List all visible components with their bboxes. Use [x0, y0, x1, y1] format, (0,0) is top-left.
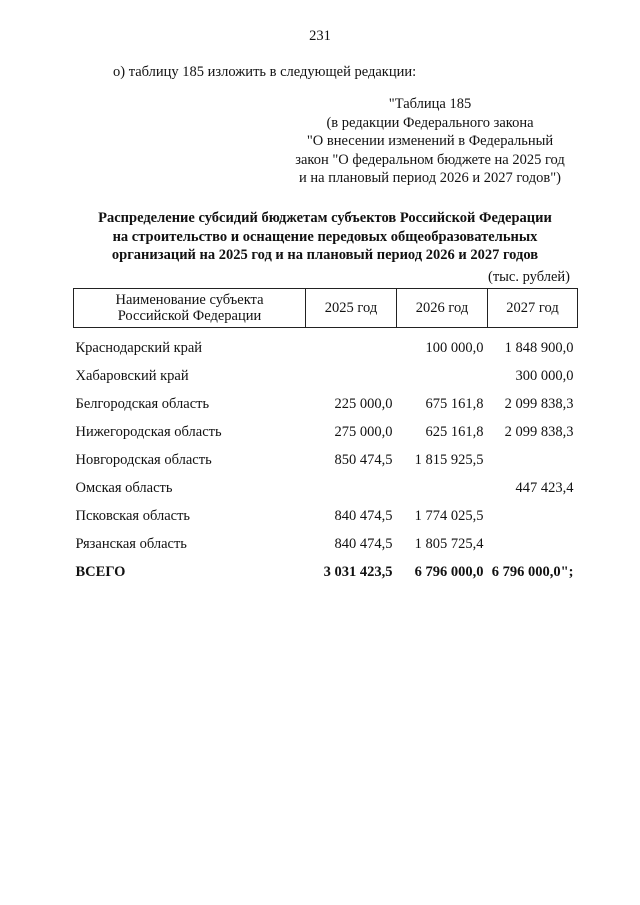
value-2027: 300 000,0 — [515, 367, 574, 384]
header-note-line: "Таблица 185 — [388, 96, 472, 112]
region-name: Белгородская область — [75, 395, 210, 412]
value-2025: 850 474,5 — [334, 451, 393, 468]
region-name: Новгородская область — [75, 451, 212, 468]
table-row — [74, 328, 578, 363]
header-note-line: закон "О федеральном бюджете на 2025 год — [295, 151, 565, 168]
table-row — [74, 474, 578, 502]
column-header-2025: 2025 год — [306, 289, 397, 328]
value-2025: 275 000,0 — [334, 423, 393, 440]
value-2026 — [397, 362, 488, 390]
value-2026: 1 815 925,5 — [414, 451, 484, 468]
value-2026: 675 161,8 — [425, 395, 484, 412]
value-2027: 2 099 838,3 — [504, 395, 574, 412]
value-2026: 100 000,0 — [425, 339, 484, 356]
document-title — [60, 209, 590, 265]
value-2025: 225 000,0 — [334, 395, 393, 412]
title-line: на строительство и оснащение передовых общеобразовательных — [112, 228, 538, 245]
region-name: Краснодарский край — [75, 339, 203, 356]
table-row — [74, 390, 578, 418]
column-header-2027: 2027 год — [488, 289, 578, 328]
total-label: ВСЕГО — [75, 563, 126, 580]
value-2026: 1 805 725,4 — [414, 535, 484, 552]
header-note-line: и на плановый период 2026 и 2027 годов") — [299, 170, 561, 186]
header-note-line: (в редакции Федерального закона — [326, 114, 534, 131]
table-header-note — [270, 95, 590, 188]
region-name: Псковская область — [75, 507, 191, 524]
value-2025 — [306, 328, 397, 363]
value-2026: 625 161,8 — [425, 423, 484, 440]
column-header-name-line: Наименование субъекта — [115, 292, 264, 308]
table-row — [74, 418, 578, 446]
page-number: 231 — [309, 28, 331, 44]
value-2025 — [306, 474, 397, 502]
column-header-name — [74, 289, 306, 328]
column-header-2026: 2026 год — [397, 289, 488, 328]
subsidy-table — [73, 288, 578, 586]
region-name: Нижегородская область — [75, 423, 222, 440]
region-name: Рязанская область — [75, 535, 187, 552]
total-2026: 6 796 000,0 — [414, 563, 484, 580]
table-total-row — [74, 558, 578, 586]
value-2027: 447 423,4 — [515, 479, 574, 496]
table-row — [74, 502, 578, 530]
value-2027 — [488, 446, 578, 474]
table-row — [74, 530, 578, 558]
total-2027: 6 796 000,0"; — [491, 563, 574, 580]
value-2027 — [488, 502, 578, 530]
value-2025: 840 474,5 — [334, 535, 393, 552]
table-row — [74, 362, 578, 390]
value-2026 — [397, 474, 488, 502]
value-2026: 1 774 025,5 — [414, 507, 484, 524]
value-2025 — [306, 362, 397, 390]
value-2027 — [488, 530, 578, 558]
table-header-row — [74, 289, 578, 328]
header-note-line: "О внесении изменений в Федеральный — [306, 133, 554, 149]
value-2027: 1 848 900,0 — [504, 339, 574, 356]
region-name: Хабаровский край — [75, 367, 189, 384]
intro-text: о) таблицу 185 изложить в следующей редакции: — [113, 64, 417, 80]
value-2025: 840 474,5 — [334, 507, 393, 524]
total-2025: 3 031 423,5 — [323, 563, 393, 580]
title-line: организаций на 2025 год и на плановый период 2026 и 2027 годов — [111, 247, 539, 263]
value-2027: 2 099 838,3 — [504, 423, 574, 440]
units-label: (тыс. рублей) — [488, 269, 570, 285]
region-name: Омская область — [75, 479, 173, 496]
table-row — [74, 446, 578, 474]
column-header-name-line: Российской Федерации — [117, 308, 262, 324]
title-line: Распределение субсидий бюджетам субъектов Российской Федерации — [98, 210, 552, 226]
